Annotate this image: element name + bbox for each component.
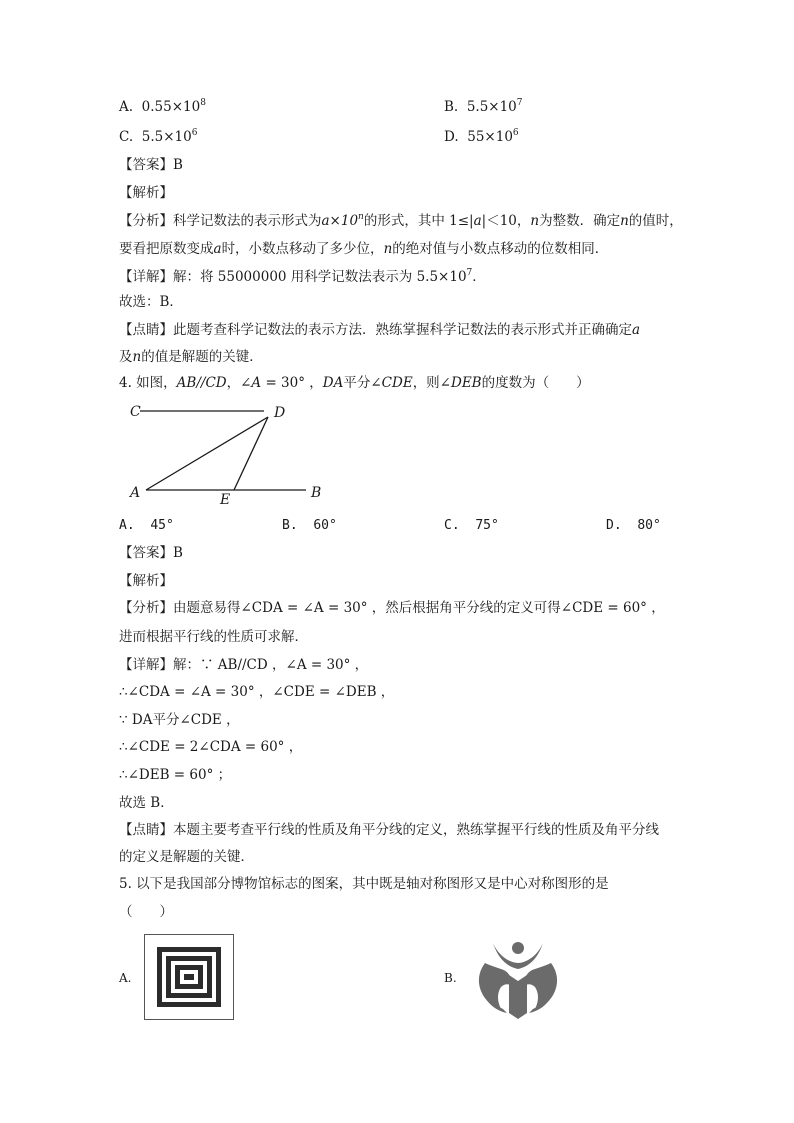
q3-option-b: [444, 97, 523, 117]
text: 由题意易得∠CDA = ∠A = 30° ，然后根据角平分线的定义可得∠CDE = 60° ，: [173, 600, 665, 616]
text: 时，小数点移动了多少位，: [221, 241, 384, 257]
q4-detail-5: [119, 765, 231, 785]
text: 本题主要考查平行线的性质及角平分线的定义，熟练掌握平行线的性质及角平分线: [173, 822, 659, 838]
q3-detail: [119, 267, 486, 287]
option-value: 55×10: [467, 129, 513, 145]
text: 的度数为（ ）: [481, 375, 590, 391]
q3-answer: [119, 155, 183, 175]
answer-tag: 【答案】: [119, 545, 173, 561]
detail-tag: 【详解】: [119, 269, 173, 285]
q5-option-b-label: [444, 968, 457, 988]
math: n: [530, 213, 540, 229]
detail-tag: 【详解】: [119, 657, 173, 673]
text: 解：将 55000000 用科学记数法表示为 5.5×10: [173, 269, 467, 285]
label-c: C: [130, 404, 141, 420]
dianjing-tag: 【点睛】: [119, 822, 173, 838]
exponent: 6: [512, 128, 519, 138]
q5-paren: [119, 902, 173, 922]
text: ∴∠CDE = 2∠CDA = 60° ，: [119, 739, 303, 755]
option-label: A.: [119, 971, 132, 985]
exponent: n: [358, 212, 364, 222]
text: 进而根据平行线的性质可求解．: [119, 629, 308, 645]
q4-analysis-tag: [119, 571, 173, 591]
text: ∵ DA平分∠CDE ，: [119, 712, 240, 728]
q3-dianjing-line-2: [119, 347, 263, 367]
q3-fenxi-line-1: [119, 211, 683, 231]
math: n: [132, 349, 142, 365]
text: 的值时，: [628, 213, 683, 229]
math: n: [383, 241, 393, 257]
text: 的值是解题的关键．: [141, 349, 263, 365]
option-label: C.: [444, 518, 460, 533]
analysis-tag: 【解析】: [119, 573, 173, 589]
q4-detail-3: [119, 710, 240, 730]
q4-dianjing-line-1: [119, 820, 659, 840]
q4-choose: [119, 793, 174, 813]
exponent: 7: [466, 268, 473, 278]
text: 5. 以下是我国部分博物馆标志的图案，其中既是轴对称图形又是中心对称图形的是: [119, 876, 609, 892]
label-e: E: [220, 492, 231, 508]
answer-value: B: [173, 545, 183, 561]
text: 的定义是解题的关键．: [119, 849, 254, 865]
math: a: [473, 213, 482, 229]
line-de: [234, 417, 268, 490]
q3-choose: [119, 292, 183, 312]
math: DA: [322, 375, 344, 391]
q4-fenxi-line-1: [119, 598, 665, 618]
text: 为整数．确定: [539, 213, 621, 229]
math: a×10: [321, 213, 359, 229]
text: 解：∵ AB//CD ，∠A = 30° ，: [173, 657, 369, 673]
math: DEB: [451, 375, 482, 391]
museum-logo-b: [463, 935, 573, 1020]
answer-value: B: [173, 157, 183, 173]
q4-stem: [119, 373, 590, 393]
text: = 30° ，: [261, 375, 323, 391]
q4-option-b: [282, 516, 337, 536]
option-value: 80°: [637, 518, 661, 533]
analysis-tag: 【解析】: [119, 185, 173, 201]
fenxi-tag: 【分析】: [119, 600, 173, 616]
q5-option-a-label: [119, 968, 131, 988]
maze-logo-icon: [145, 935, 233, 1019]
option-value: 45°: [150, 518, 174, 533]
figure-logo-icon: [479, 942, 557, 1019]
text: 的形式，其中 1≤|: [363, 213, 474, 229]
exponent: 8: [200, 98, 206, 108]
text: |＜10，: [481, 213, 531, 229]
q4-option-c: [444, 516, 499, 536]
option-label: B.: [444, 971, 457, 985]
q3-dianjing-line-1: [119, 320, 640, 340]
q4-option-d: [606, 516, 661, 536]
text: ．: [472, 269, 486, 285]
q4-detail-1: [119, 655, 368, 675]
exponent: 7: [516, 98, 523, 108]
q3-analysis-tag: [119, 183, 173, 203]
text: 平分∠: [343, 375, 382, 391]
q4-fenxi-line-2: [119, 627, 308, 647]
q4-detail-4: [119, 737, 302, 757]
q3-option-a: [119, 97, 206, 117]
text: 4. 如图，: [119, 375, 177, 391]
option-value: 5.5×10: [466, 99, 517, 115]
math: n: [620, 213, 629, 229]
text: 要看把原数变成: [119, 241, 214, 257]
label-b: B: [311, 485, 322, 501]
option-value: 5.5×10: [141, 129, 192, 145]
option-label: B.: [444, 99, 459, 115]
q4-option-a: [119, 516, 174, 536]
line-ad: [146, 417, 268, 490]
option-value: 0.55×10: [141, 99, 201, 115]
text: ∴∠DEB = 60° ；: [119, 767, 232, 783]
label-d: D: [274, 405, 286, 421]
q4-answer: [119, 543, 183, 563]
text: ，∠: [226, 375, 252, 391]
option-label: A.: [119, 99, 134, 115]
exponent: 6: [191, 128, 198, 138]
text: ，则∠: [412, 375, 451, 391]
geometry-figure: [126, 400, 336, 510]
option-label: D.: [606, 518, 622, 533]
text: ∴∠CDA = ∠A = 30° ，∠CDE = ∠DEB ，: [119, 684, 395, 700]
option-label: B.: [282, 518, 298, 533]
math: AB//CD: [176, 375, 227, 391]
choose-text: 故选 B．: [119, 795, 174, 811]
text: 科学记数法的表示形式为: [173, 213, 322, 229]
option-value: 60°: [313, 518, 337, 533]
q5-stem: [119, 874, 609, 894]
q3-option-d: [444, 127, 519, 147]
dianjing-tag: 【点睛】: [119, 322, 173, 338]
option-label: A.: [119, 518, 135, 533]
q4-detail-2: [119, 682, 394, 702]
fenxi-tag: 【分析】: [119, 213, 173, 229]
option-label: D.: [444, 129, 459, 145]
q4-dianjing-line-2: [119, 847, 254, 867]
option-label: C.: [119, 129, 134, 145]
math: CDE: [381, 375, 413, 391]
math: A: [251, 375, 262, 391]
text: 的绝对值与小数点移动的位数相同．: [392, 241, 609, 257]
label-a: A: [130, 485, 141, 501]
museum-logo-a: [144, 934, 234, 1020]
answer-tag: 【答案】: [119, 157, 173, 173]
choose-text: 故选：B．: [119, 294, 183, 310]
option-value: 75°: [475, 518, 499, 533]
q3-option-c: [119, 127, 197, 147]
text: 此题考查科学记数法的表示方法．熟练掌握科学记数法的表示形式并正确确定: [173, 322, 632, 338]
math: a: [632, 322, 641, 338]
text: 及: [119, 349, 133, 365]
q3-fenxi-line-2: [119, 239, 608, 259]
math: a: [213, 241, 222, 257]
text: （ ）: [119, 904, 173, 920]
